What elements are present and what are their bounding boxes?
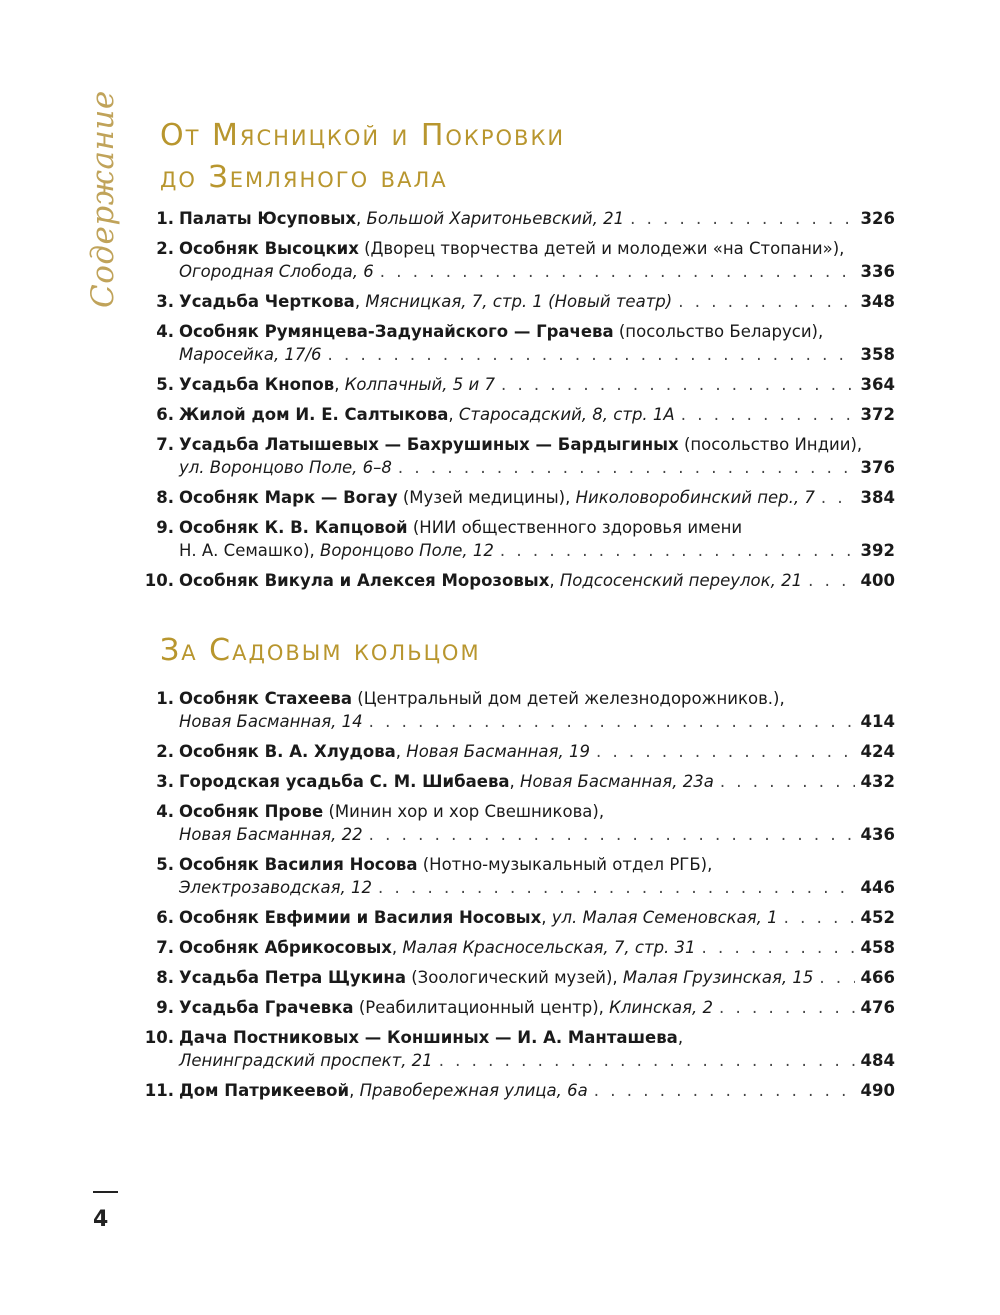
entry-page-number: 466 [860, 968, 895, 987]
entry-last-line [179, 486, 895, 509]
entry-address: Ленинградский проспект, 21 [179, 1051, 433, 1070]
entry-name: Особняк Василия Носова [179, 855, 418, 874]
entry-name: Особняк Марк — Вогау [179, 488, 398, 507]
leader-dots [821, 486, 855, 509]
entry-body [179, 853, 895, 899]
entry-number: 8. [156, 488, 174, 507]
entry-last-line-text [179, 343, 321, 366]
entry-address: Новая Басманная, 23а [520, 772, 714, 791]
entry-last-line-text [179, 1049, 433, 1072]
entry-name: Особняк В. А. Хлудова [179, 742, 396, 761]
entry-page-number: 392 [860, 541, 895, 560]
entry-page-number: 424 [860, 742, 895, 761]
toc-entry [140, 1026, 895, 1072]
entry-number: 8. [156, 968, 174, 987]
entry-address: Огородная Слобода, 6 [179, 262, 374, 281]
entry-last-line [179, 569, 895, 592]
entry-body [179, 207, 895, 230]
page-number: 4 [93, 1207, 109, 1232]
entry-address: Старосадский, 8, стр. 1А [458, 405, 675, 424]
leader-dots [500, 539, 855, 562]
entry-body [179, 1079, 895, 1102]
entry-description: (Дворец творчества детей и молодежи «на Стопани»), [364, 239, 845, 258]
entry-last-line-text: Городская усадьба С. М. Шибаева, Новая Басманная, 23а [179, 772, 714, 791]
entry-description: (Реабилитационный центр), [358, 998, 604, 1017]
entry-body [179, 966, 895, 989]
entry-body [179, 996, 895, 1019]
entry-page-number: 376 [860, 458, 895, 477]
entry-last-line-text: Особняк Евфимии и Василия Носовых, ул. Малая Семеновская, 1 [179, 908, 778, 927]
entry-page-number: 490 [860, 1081, 895, 1100]
entry-number: 5. [156, 375, 174, 394]
entry-name: Особняк Прове [179, 802, 324, 821]
entry-last-line [179, 823, 895, 846]
entry-number: 6. [156, 405, 174, 424]
toc-entry [140, 853, 895, 899]
entry-address: Малая Красносельская, 7, стр. 31 [402, 938, 696, 957]
entry-last-line-text [179, 456, 392, 479]
entry-page-number: 414 [860, 712, 895, 731]
entry-body [179, 1026, 895, 1072]
entry-last-line-text [179, 260, 374, 283]
toc-entry [140, 373, 895, 396]
leader-dots [501, 373, 855, 396]
entry-page-number: 484 [860, 1051, 895, 1070]
entry-first-line [179, 320, 895, 343]
entry-number: 9. [156, 518, 174, 537]
entry-last-line [179, 996, 895, 1019]
entry-last-line [179, 906, 895, 929]
entry-last-line-text: Усадьба Кнопов, Колпачный, 5 и 7 [179, 375, 495, 394]
entry-number: 3. [156, 292, 174, 311]
entry-address: Малая Грузинская, 15 [622, 968, 814, 987]
leader-dots [808, 569, 854, 592]
entry-last-line [179, 770, 895, 793]
entry-page-number: 336 [860, 262, 895, 281]
toc-entry [140, 1079, 895, 1102]
entry-last-line [179, 290, 895, 313]
entry-number: 4. [156, 322, 174, 341]
entry-description-cont: Н. А. Семашко), [179, 541, 315, 560]
entry-name: Усадьба Кнопов [179, 375, 335, 394]
leader-dots [630, 207, 854, 230]
entry-address: Клинская, 2 [609, 998, 714, 1017]
entry-address: Новая Басманная, 14 [179, 712, 363, 731]
entry-address: ул. Воронцово Поле, 6–8 [179, 458, 392, 477]
toc-entry [140, 320, 895, 366]
entry-last-line-text [179, 823, 363, 846]
entry-number: 6. [156, 908, 174, 927]
entry-last-line-text: Усадьба Черткова, Мясницкая, 7, стр. 1 (Новый театр) [179, 292, 673, 311]
entry-last-line-text [179, 876, 372, 899]
entry-number: 1. [156, 689, 174, 708]
entry-name: Городская усадьба С. М. Шибаева [179, 772, 510, 791]
entry-name: Усадьба Грачевка [179, 998, 354, 1017]
entry-number: 9. [156, 998, 174, 1017]
entry-last-line [179, 740, 895, 763]
toc-entry [140, 800, 895, 846]
entry-page-number: 400 [860, 571, 895, 590]
leader-dots [380, 260, 855, 283]
entry-address: Воронцово Поле, 12 [320, 541, 494, 560]
entry-last-line-text: Особняк Абрикосовых, Малая Красносельская, 7, стр. 31 [179, 938, 696, 957]
entry-number: 7. [156, 435, 174, 454]
entry-name: Усадьба Латышевых — Бахрушиных — Бардыгиных [179, 435, 679, 454]
leader-dots [594, 1079, 855, 1102]
entry-last-line-text [179, 539, 494, 562]
entry-last-line [179, 936, 895, 959]
entry-last-line-text: Палаты Юсуповых, Большой Харитоньевский, 21 [179, 209, 625, 228]
entry-last-line [179, 1079, 895, 1102]
entry-last-line-text [179, 966, 813, 989]
entry-page-number: 384 [860, 488, 895, 507]
entry-name: Дача Постниковых — Коншиных — И. А. Манташева [179, 1028, 678, 1047]
section-title-line2: до Земляного вала [160, 160, 448, 195]
entry-address: Колпачный, 5 и 7 [344, 375, 495, 394]
toc-list-section-1 [140, 207, 895, 599]
entry-page-number: 432 [860, 772, 895, 791]
entry-address: Новая Басманная, 19 [406, 742, 590, 761]
entry-address: Маросейка, 17/6 [179, 345, 322, 364]
toc-entry [140, 290, 895, 313]
leader-dots [378, 876, 855, 899]
toc-entry [140, 433, 895, 479]
entry-name: Особняк Викула и Алексея Морозовых [179, 571, 550, 590]
entry-page-number: 436 [860, 825, 895, 844]
entry-page-number: 476 [860, 998, 895, 1017]
entry-page-number: 452 [860, 908, 895, 927]
leader-dots [678, 290, 854, 313]
entry-body [179, 486, 895, 509]
entry-page-number: 458 [860, 938, 895, 957]
entry-address: Электрозаводская, 12 [179, 878, 373, 897]
entry-last-line [179, 207, 895, 230]
leader-dots [439, 1049, 855, 1072]
entry-name: Особняк Стахеева [179, 689, 353, 708]
leader-dots [681, 403, 855, 426]
section-title-myasnitskaya [160, 115, 565, 199]
entry-body [179, 569, 895, 592]
entry-description: (Центральный дом детей железнодорожников.), [357, 689, 785, 708]
entry-last-line [179, 403, 895, 426]
toc-entry [140, 966, 895, 989]
section-title-sadovoe [160, 630, 481, 672]
entry-last-line [179, 373, 895, 396]
entry-last-line [179, 456, 895, 479]
entry-number: 10. [144, 1028, 174, 1047]
entry-description: (Музей медицины), [402, 488, 571, 507]
entry-description: (посольство Беларуси), [618, 322, 824, 341]
entry-last-line-text [179, 996, 713, 1019]
entry-first-line [179, 687, 895, 710]
entry-number: 7. [156, 938, 174, 957]
toc-entry [140, 936, 895, 959]
entry-address: Мясницкая, 7, стр. 1 (Новый театр) [365, 292, 673, 311]
entry-first-line [179, 1026, 895, 1049]
entry-address: Большой Харитоньевский, 21 [366, 209, 625, 228]
toc-entry [140, 207, 895, 230]
leader-dots [369, 710, 855, 733]
toc-entry [140, 403, 895, 426]
entry-first-line [179, 237, 895, 260]
footer-rule [93, 1191, 118, 1193]
side-section-title: Содержание [85, 90, 121, 308]
entry-first-line [179, 433, 895, 456]
entry-address: Новая Басманная, 22 [179, 825, 363, 844]
entry-last-line [179, 343, 895, 366]
entry-address: Подсосенский переулок, 21 [559, 571, 803, 590]
toc-entry [140, 996, 895, 1019]
entry-name: Жилой дом И. Е. Салтыкова [179, 405, 449, 424]
entry-number: 11. [144, 1081, 174, 1100]
entry-last-line [179, 876, 895, 899]
entry-last-line-text: Особняк В. А. Хлудова, Новая Басманная, 19 [179, 742, 590, 761]
entry-name: Усадьба Петра Щукина [179, 968, 406, 987]
entry-punct: , [677, 1028, 684, 1047]
toc-list-section-2 [140, 687, 895, 1109]
entry-last-line [179, 1049, 895, 1072]
entry-body [179, 740, 895, 763]
entry-name: Особняк К. В. Капцовой [179, 518, 408, 537]
entry-body [179, 687, 895, 733]
leader-dots [702, 936, 855, 959]
entry-first-line [179, 516, 895, 539]
entry-last-line [179, 539, 895, 562]
entry-page-number: 372 [860, 405, 895, 424]
entry-body [179, 373, 895, 396]
entry-first-line [179, 853, 895, 876]
entry-description: (Минин хор и хор Свешникова), [328, 802, 605, 821]
entry-last-line-text [179, 710, 363, 733]
entry-body [179, 403, 895, 426]
entry-address: Правобережная улица, 6а [359, 1081, 588, 1100]
entry-page-number: 348 [860, 292, 895, 311]
entry-last-line-text: Дом Патрикеевой, Правобережная улица, 6а [179, 1081, 588, 1100]
toc-entry [140, 740, 895, 763]
entry-number: 3. [156, 772, 174, 791]
entry-last-line-text: Жилой дом И. Е. Салтыкова, Старосадский, 8, стр. 1А [179, 405, 675, 424]
entry-last-line [179, 260, 895, 283]
entry-body [179, 906, 895, 929]
entry-body [179, 237, 895, 283]
entry-last-line [179, 966, 895, 989]
leader-dots [596, 740, 855, 763]
entry-description: (посольство Индии), [683, 435, 863, 454]
entry-number: 2. [156, 239, 174, 258]
entry-number: 10. [144, 571, 174, 590]
leader-dots [720, 770, 855, 793]
entry-body [179, 320, 895, 366]
entry-first-line [179, 800, 895, 823]
toc-entry [140, 237, 895, 283]
entry-last-line-text [179, 486, 815, 509]
toc-entry [140, 569, 895, 592]
entry-page-number: 446 [860, 878, 895, 897]
leader-dots [398, 456, 855, 479]
entry-last-line-text: Особняк Викула и Алексея Морозовых, Подсосенский переулок, 21 [179, 571, 803, 590]
entry-body [179, 516, 895, 562]
toc-entry [140, 770, 895, 793]
toc-entry [140, 687, 895, 733]
entry-body [179, 770, 895, 793]
leader-dots [819, 966, 854, 989]
section-title-line1: От Мясницкой и Покровки [160, 118, 566, 153]
entry-name: Особняк Высоцких [179, 239, 359, 258]
entry-body [179, 290, 895, 313]
leader-dots [784, 906, 855, 929]
entry-number: 1. [156, 209, 174, 228]
section-title-line1: За Садовым кольцом [160, 633, 481, 668]
entry-name: Усадьба Черткова [179, 292, 355, 311]
toc-entry [140, 906, 895, 929]
entry-number: 4. [156, 802, 174, 821]
leader-dots [719, 996, 855, 1019]
entry-name: Палаты Юсуповых [179, 209, 357, 228]
entry-name: Особняк Евфимии и Василия Носовых [179, 908, 542, 927]
entry-description: (НИИ общественного здоровья имени [412, 518, 743, 537]
toc-entry [140, 516, 895, 562]
entry-page-number: 364 [860, 375, 895, 394]
entry-body [179, 433, 895, 479]
toc-entry [140, 486, 895, 509]
entry-address: Николоворобинский пер., 7 [575, 488, 815, 507]
entry-number: 2. [156, 742, 174, 761]
entry-name: Особняк Абрикосовых [179, 938, 392, 957]
entry-page-number: 358 [860, 345, 895, 364]
leader-dots [369, 823, 855, 846]
entry-name: Дом Патрикеевой [179, 1081, 350, 1100]
entry-number: 5. [156, 855, 174, 874]
entry-page-number: 326 [860, 209, 895, 228]
entry-description: (Нотно-музыкальный отдел РГБ), [422, 855, 713, 874]
leader-dots [327, 343, 854, 366]
entry-body [179, 936, 895, 959]
entry-name: Особняк Румянцева-Задунайского — Грачева [179, 322, 614, 341]
entry-body [179, 800, 895, 846]
entry-address: ул. Малая Семеновская, 1 [551, 908, 778, 927]
entry-last-line [179, 710, 895, 733]
entry-description: (Зоологический музей), [411, 968, 618, 987]
